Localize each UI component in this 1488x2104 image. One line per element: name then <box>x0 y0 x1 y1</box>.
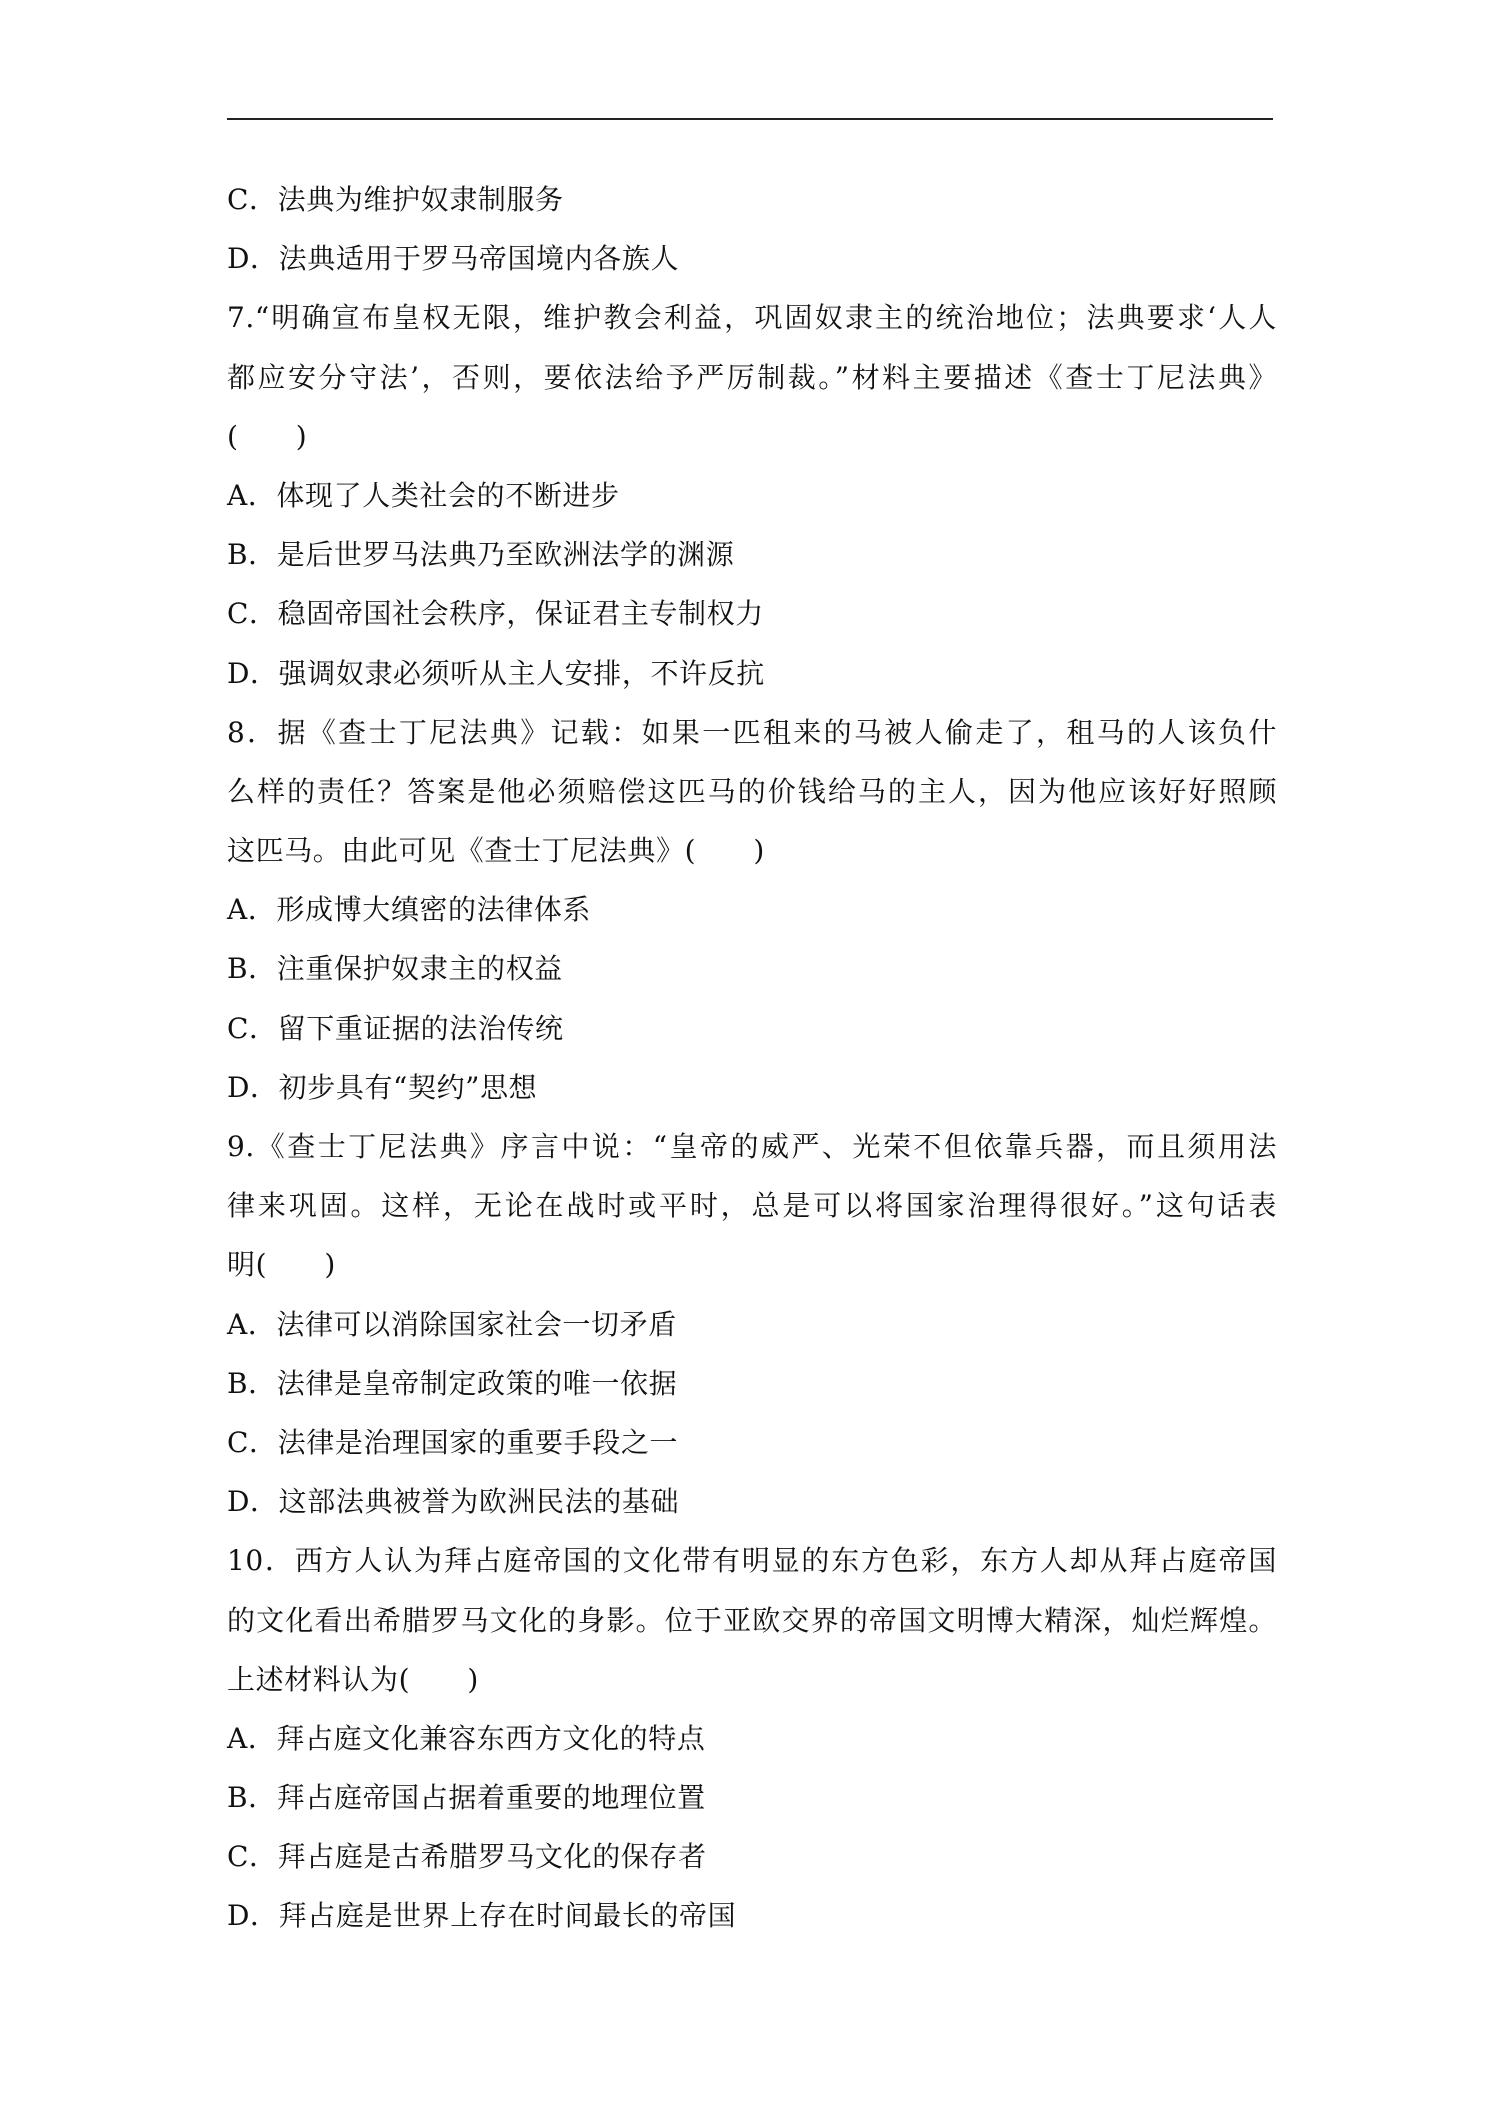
question-8-line: 么样的责任？答案是他必须赔偿这匹马的价钱给马的主人，因为他应该好好照顾 <box>227 774 1277 808</box>
option-line: C．稳固帝国社会秩序，保证君主专制权力 <box>227 597 764 631</box>
question-8-line: 8．据《查士丁尼法典》记载：如果一匹租来的马被人偷走了，租马的人该负什 <box>227 715 1277 749</box>
option-line: D．拜占庭是世界上存在时间最长的帝国 <box>227 1899 737 1933</box>
option-line: A．体现了人类社会的不断进步 <box>227 478 620 512</box>
question-10-line: 10．西方人认为拜占庭帝国的文化带有明显的东方色彩，东方人却从拜占庭帝国 <box>227 1544 1277 1578</box>
question-10-line: 上述材料认为( ) <box>227 1662 479 1696</box>
option-line: B．拜占庭帝国占据着重要的地理位置 <box>227 1781 706 1815</box>
question-8-line: 这匹马。由此可见《查士丁尼法典》( ) <box>227 834 765 868</box>
option-line: C．法律是治理国家的重要手段之一 <box>227 1425 679 1459</box>
option-line: B．注重保护奴隶主的权益 <box>227 952 563 986</box>
option-line: C．法典为维护奴隶制服务 <box>227 183 564 216</box>
question-7-line: 都应安分守法’，否则，要依法给予严厉制裁。”材料主要描述《查士丁尼法典》 <box>227 360 1277 394</box>
option-line: D．法典适用于罗马帝国境内各族人 <box>227 242 680 276</box>
question-9-line: 律来巩固。这样，无论在战时或平时，总是可以将国家治理得很好。”这句话表 <box>227 1189 1277 1223</box>
option-line: C．拜占庭是古希腊罗马文化的保存者 <box>227 1840 707 1874</box>
question-9-line: 9.《查士丁尼法典》序言中说：“皇帝的威严、光荣不但依靠兵器，而且须用法 <box>227 1130 1277 1163</box>
option-line: D．强调奴隶必须听从主人安排，不许反抗 <box>227 656 765 690</box>
header-rule <box>227 118 1273 120</box>
option-line: A．形成博大缜密的法律体系 <box>227 893 592 927</box>
option-line: D．初步具有“契约”思想 <box>227 1070 538 1104</box>
option-line: A．法律可以消除国家社会一切矛盾 <box>227 1307 677 1341</box>
question-10-line: 的文化看出希腊罗马文化的身影。位于亚欧交界的帝国文明博大精深，灿烂辉煌。 <box>227 1603 1277 1637</box>
question-7-blank: ( ) <box>227 419 308 453</box>
option-line: A．拜占庭文化兼容东西方文化的特点 <box>227 1721 706 1755</box>
option-line: C．留下重证据的法治传统 <box>227 1011 564 1045</box>
question-text <box>227 170 1277 1946</box>
question-7-line: 7.“明确宣布皇权无限，维护教会利益，巩固奴隶主的统治地位；法典要求‘人人 <box>227 301 1277 335</box>
option-line: D．这部法典被誉为欧洲民法的基础 <box>227 1485 680 1519</box>
option-line: B．是后世罗马法典乃至欧洲法学的渊源 <box>227 538 735 572</box>
question-9-line: 明( ) <box>227 1248 336 1282</box>
option-line: B．法律是皇帝制定政策的唯一依据 <box>227 1366 678 1400</box>
